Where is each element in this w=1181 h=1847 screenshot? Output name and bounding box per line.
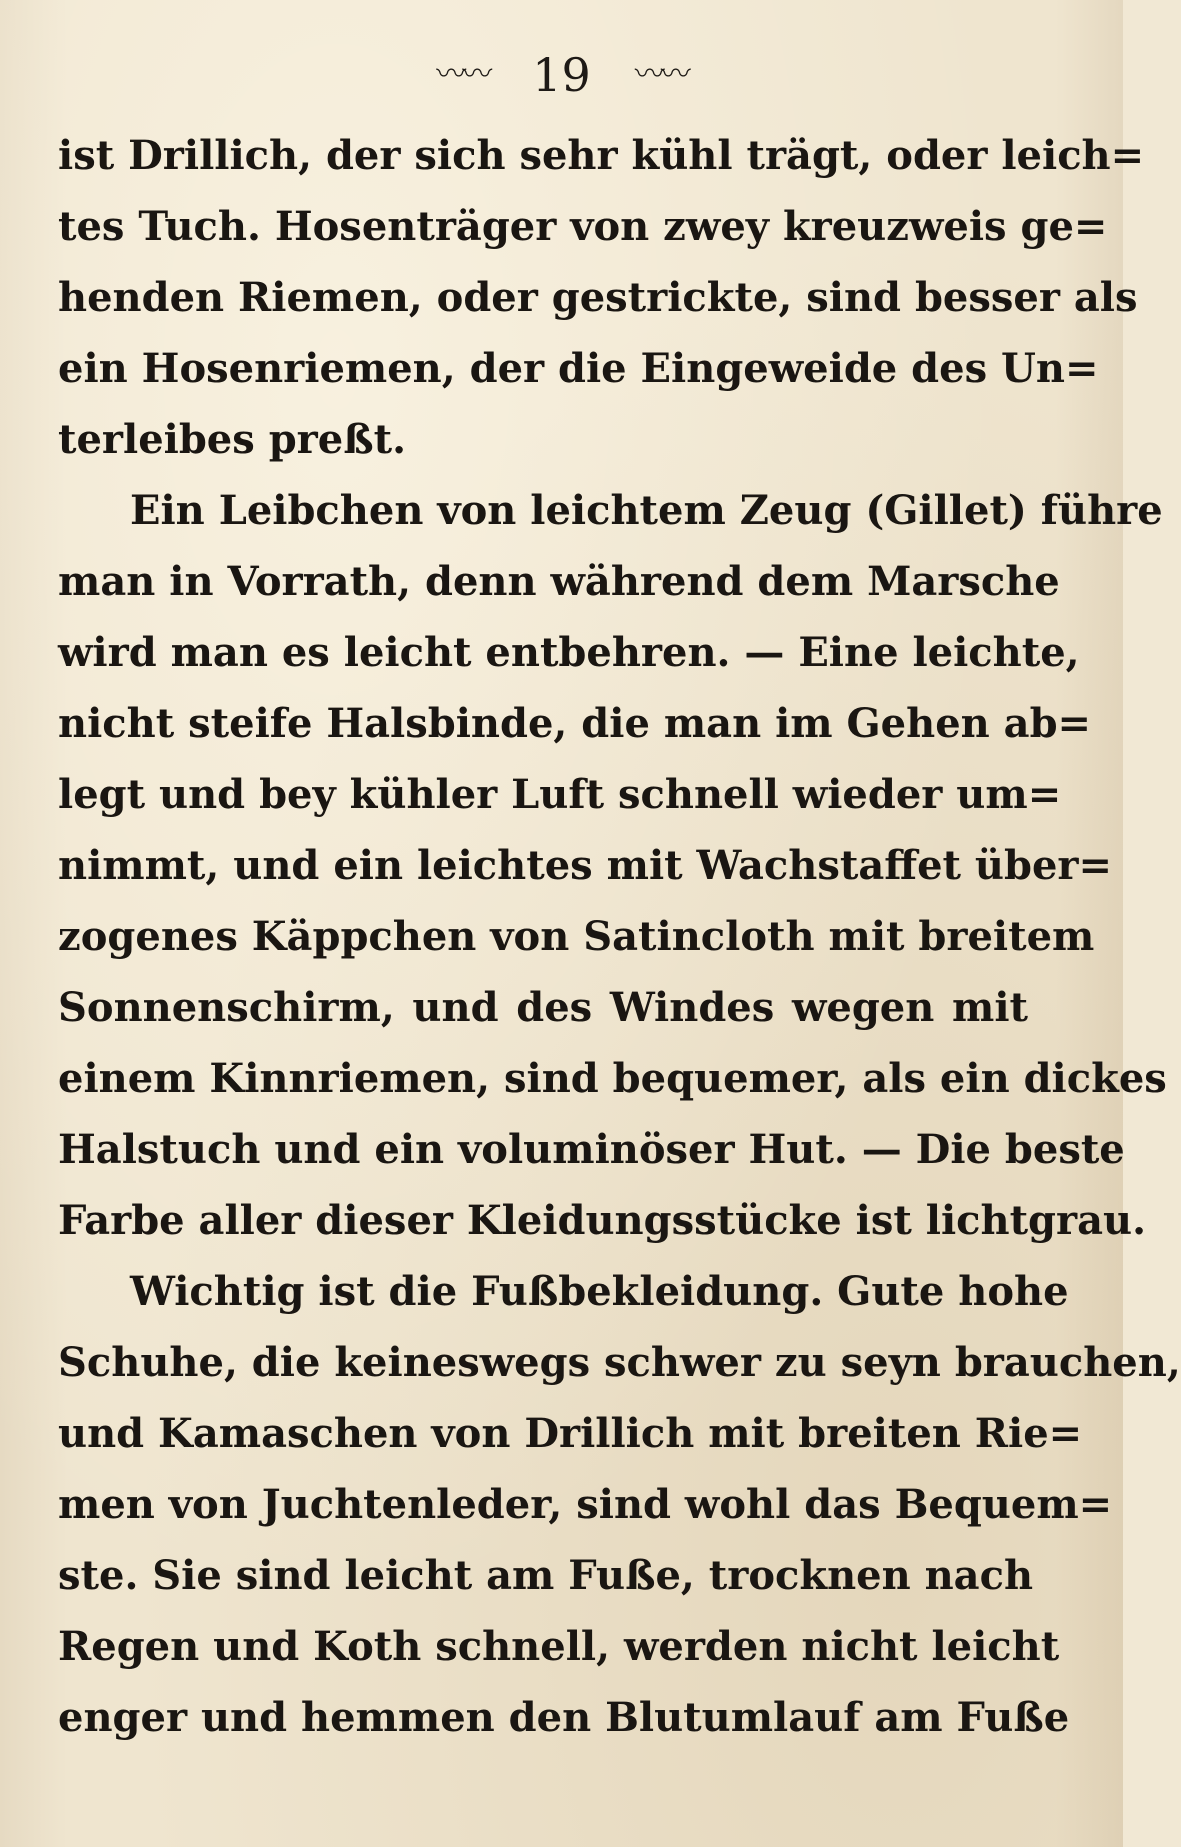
text-line: Ein Leibchen von leichtem Zeug (Gillet) führe: [130, 487, 1163, 534]
text-line: ste. Sie sind leicht am Fuße, trocknen nach: [58, 1552, 1034, 1599]
text-line: wird man es leicht entbehren. — Eine leichte,: [58, 629, 1080, 676]
text-line: legt und bey kühler Luft schnell wieder um=: [58, 771, 1062, 818]
text-line: ist Drillich, der sich sehr kühl trägt, oder leich=: [58, 132, 1145, 179]
left-ornament: 〰〰: [436, 57, 489, 92]
text-line: enger und hemmen den Blutumlauf am Fuße: [58, 1694, 1070, 1741]
text-line: men von Juchtenleder, sind wohl das Bequem=: [58, 1481, 1113, 1528]
text-line: Halstuch und ein voluminöser Hut. — Die beste: [58, 1126, 1125, 1173]
text-line: Wichtig ist die Fußbekleidung. Gute hohe: [130, 1268, 1069, 1315]
text-line: zogenes Käppchen von Satincloth mit breitem: [58, 913, 1095, 960]
text-line: ein Hosenriemen, der die Eingeweide des Un=: [58, 345, 1099, 392]
text-line: man in Vorrath, denn während dem Marsche: [58, 558, 1060, 605]
text-line: Farbe aller dieser Kleidungsstücke ist lichtgrau.: [58, 1197, 1147, 1244]
text-line: Sonnenschirm, und des Windes wegen mit: [58, 984, 1028, 1031]
text-line: terleibes preßt.: [58, 416, 406, 463]
text-line: einem Kinnriemen, sind bequemer, als ein dickes: [58, 1055, 1167, 1102]
body-text: [58, 120, 1181, 1753]
right-ornament: 〰〰: [634, 57, 687, 92]
text-line: Regen und Koth schnell, werden nicht leicht: [58, 1623, 1060, 1670]
text-line: nicht steife Halsbinde, die man im Gehen ab=: [58, 700, 1092, 747]
text-line: nimmt, und ein leichtes mit Wachstaffet über=: [58, 842, 1113, 889]
text-line: henden Riemen, oder gestrickte, sind besser als: [58, 274, 1138, 321]
text-line: und Kamaschen von Drillich mit breiten Rie=: [58, 1410, 1083, 1457]
text-line: tes Tuch. Hosenträger von zwey kreuzweis ge=: [58, 203, 1108, 250]
page-number: 19: [532, 48, 591, 102]
text-line: Schuhe, die keineswegs schwer zu seyn brauchen,: [58, 1339, 1181, 1386]
page-header: [0, 40, 1123, 110]
